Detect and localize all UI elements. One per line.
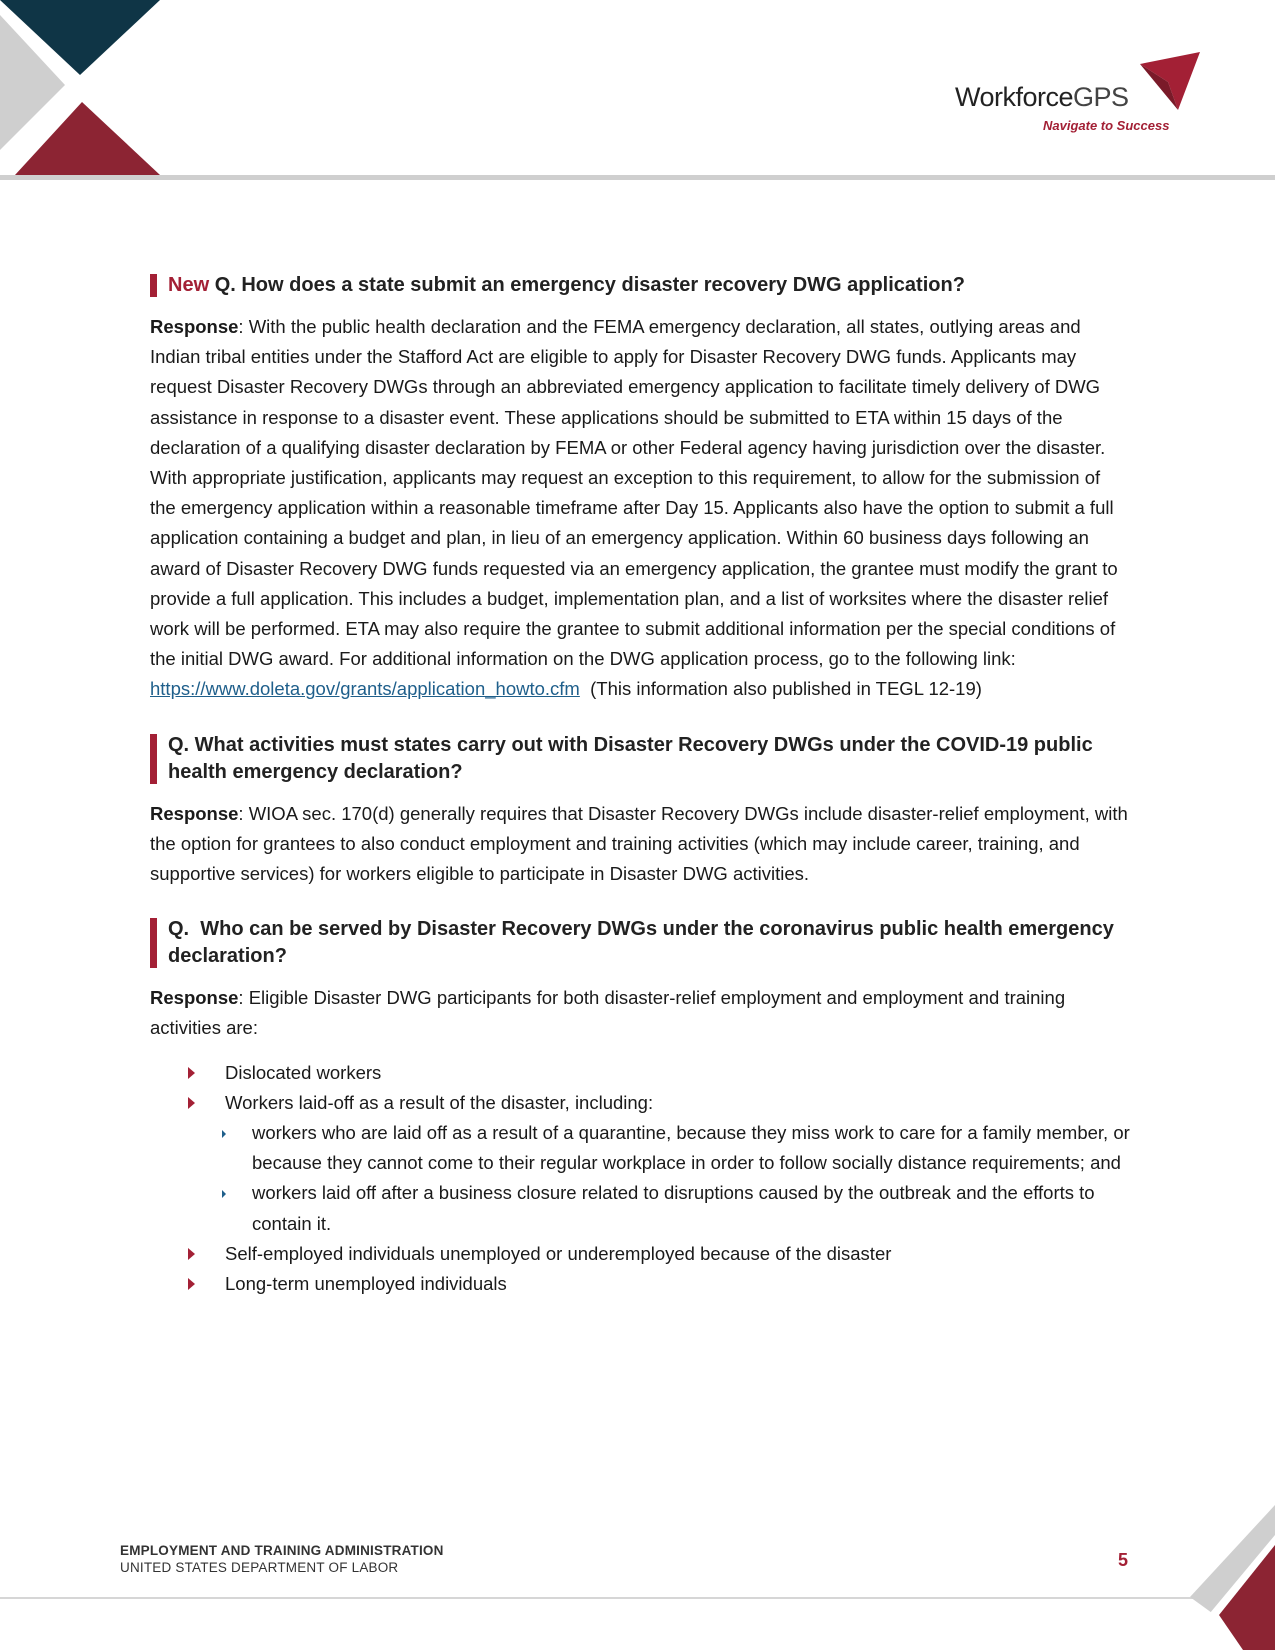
response-paragraph (150, 983, 1130, 1043)
list-item: Dislocated workers (185, 1058, 1130, 1088)
bullet-arrow-icon (188, 1248, 195, 1260)
new-badge: New (168, 274, 210, 296)
response-label: Response (150, 802, 239, 824)
footer-divider (0, 1597, 1195, 1599)
sub-bullet-arrow-icon (222, 1190, 226, 1198)
response-text: : With the public health declaration and the FEMA emergency declaration, all states, outlying areas and Indian tribal entities under the Stafford Act are eligible to apply for Disaster Recovery DWG funds. Applicants may request Disaster Recovery DWGs through an abbreviated emergency application to facilitate timely delivery of DWG assistance in response to a disaster event. These applications should be submitted to ETA within 15 days of the declaration of a qualifying disaster declaration by FEMA or other Federal agency having jurisdiction over the disaster. With appropriate justification, applicants may request an exception to this requirement, to allow for the submission of the emergency application within a reasonable timeframe after Day 15. Applicants also have the option to submit a full application containing a budget and plan, in lieu of an emergency application. Within 60 business days following an award of Disaster Recovery DWG funds requested via an emergency application, the grantee must modify the grant to provide a full application. This includes a budget, implementation plan, and a list of worksites where the disaster relief work will be performed. ETA may also require the grantee to submit additional information per the special conditions of the initial DWG award. For additional information on the DWG application process, go to the following link: (150, 316, 1118, 670)
question-heading (150, 916, 1130, 970)
list-item: Self-employed individuals unemployed or underemployed because of the disaster (185, 1239, 1130, 1269)
page-number: 5 (1118, 1550, 1129, 1570)
response-paragraph (150, 312, 1130, 705)
workforcegps-logo (955, 52, 1195, 142)
question-heading (150, 272, 1130, 299)
logo-tagline: Navigate to Success (1043, 118, 1170, 133)
bullet-arrow-icon (188, 1067, 195, 1079)
question-heading (150, 732, 1130, 786)
question-text: Q. Who can be served by Disaster Recovery DWGs under the coronavirus public health emergency declaration? (168, 918, 1120, 968)
link-suffix-text: (This information also published in TEGL 12-19) (579, 678, 982, 700)
corner-decoration-bottom-right (1185, 1505, 1275, 1650)
sub-list-item: workers laid off after a business closure related to disruptions caused by the outbreak and the efforts to contain it. (212, 1178, 1130, 1238)
response-label: Response (150, 987, 239, 1009)
eligible-participants-list (150, 1058, 1130, 1300)
document-body (150, 272, 1130, 1299)
question-text: Q. What activities must states carry out with Disaster Recovery DWGs under the COVID-19 public health emergency declaration? (168, 733, 1093, 783)
list-item: Workers laid-off as a result of the disaster, including: workers who are laid off as a result of a quarantine, because they miss work to care for a family member, or because they cannot come to their regular workplace in order to follow socially distance requirements; and workers laid off after a business closure related to disruptions caused by the outbreak and the efforts to contain it. (185, 1088, 1130, 1239)
heading-accent-bar (150, 274, 157, 297)
response-text: : Eligible Disaster DWG participants for both disaster-relief employment and employment and training activities are: (150, 987, 1066, 1039)
footer-department: UNITED STATES DEPARTMENT OF LABOR (120, 1560, 399, 1575)
bullet-arrow-icon (188, 1097, 195, 1109)
sub-list-item: workers who are laid off as a result of a quarantine, because they miss work to care for a family member, or because they cannot come to their regular workplace in order to follow socially distance requirements; and (212, 1118, 1130, 1178)
corner-decoration-top-left (0, 0, 170, 180)
question-text: Q. How does a state submit an emergency disaster recovery DWG application? (214, 274, 965, 296)
response-label: Response (150, 316, 239, 337)
sub-bullet-arrow-icon (222, 1130, 226, 1138)
bullet-arrow-icon (188, 1278, 195, 1290)
response-paragraph (150, 799, 1130, 890)
sub-list (185, 1118, 1130, 1239)
heading-accent-bar (150, 918, 157, 968)
logo-arrow-icon (1140, 52, 1200, 112)
logo-wordmark: WorkforceGPS (955, 82, 1129, 112)
footer-organization: EMPLOYMENT AND TRAINING ADMINISTRATION (120, 1543, 444, 1558)
application-howto-link[interactable]: https://www.doleta.gov/grants/application_howto.cfm (150, 678, 580, 700)
list-item: Long-term unemployed individuals (185, 1269, 1130, 1299)
header-divider (0, 175, 1275, 180)
response-text: : WIOA sec. 170(d) generally requires that Disaster Recovery DWGs include disaster-relief employment, with the option for grantees to also conduct employment and training activities (which may include career, training, and supportive services) for workers eligible to participate in Disaster DWG activities. (150, 802, 1128, 885)
heading-accent-bar (150, 734, 157, 784)
